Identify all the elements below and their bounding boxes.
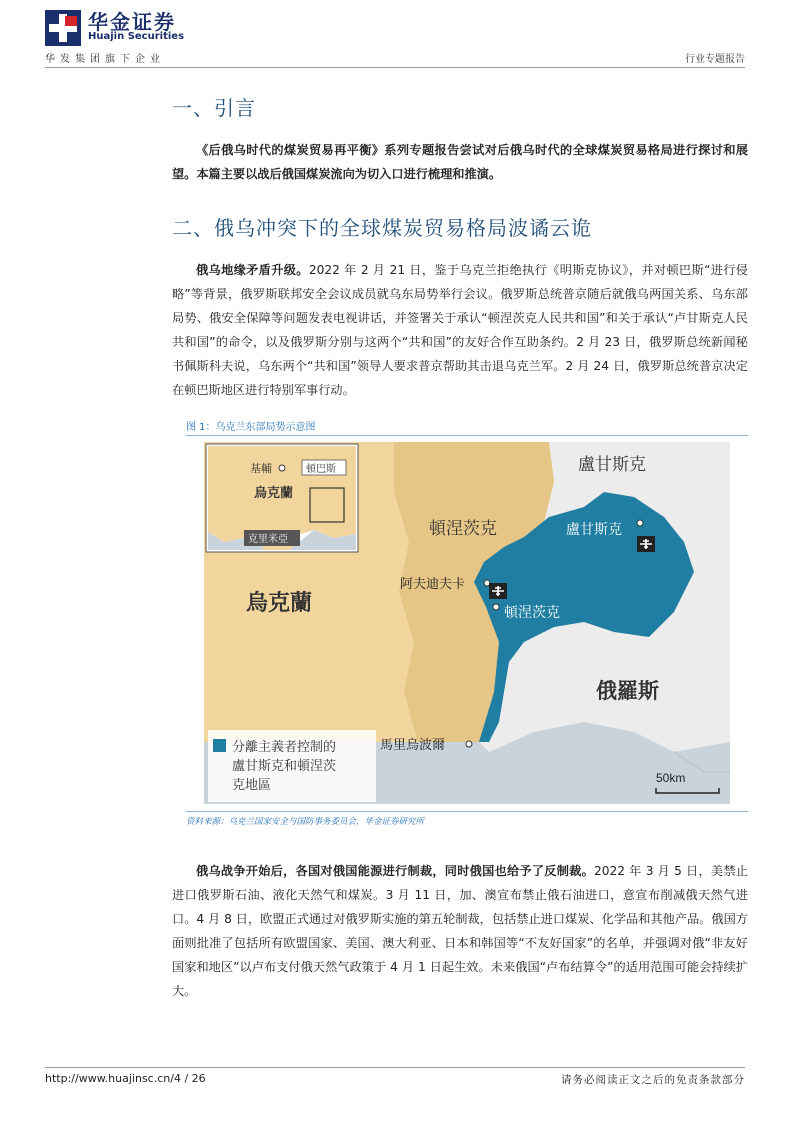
luhansk-airport-icon <box>637 536 655 552</box>
inset-kyiv-label: 基輔 <box>250 463 272 475</box>
legend-line-3: 克地區 <box>232 777 272 792</box>
header-divider <box>45 67 745 68</box>
footer-url[interactable]: http://www.huajinsc.cn/4 / 26 <box>45 1072 206 1085</box>
brand-logo-icon <box>45 10 81 46</box>
footer-divider <box>45 1067 745 1068</box>
luhansk-region-label: 盧甘斯克 <box>578 455 646 474</box>
brand-subtitle: 华发集团旗下企业 <box>45 54 165 65</box>
figure-bottom-rule <box>186 811 748 812</box>
avdiivka-label: 阿夫迪夫卡 <box>400 576 466 591</box>
paragraph-2 <box>172 859 748 1003</box>
section-2-title: 二、俄乌冲突下的全球煤炭贸易格局波谲云诡 <box>172 216 592 240</box>
section-1-title: 一、引言 <box>172 96 256 120</box>
russia-label: 俄羅斯 <box>596 680 659 703</box>
mariupol-marker <box>466 741 472 747</box>
donetsk-city-marker <box>493 604 499 610</box>
donetsk-airport-icon <box>489 583 507 599</box>
legend-line-2: 盧甘斯克和頓涅茨 <box>232 758 337 773</box>
scale-label: 50km <box>656 771 686 785</box>
donetsk-region-label: 頓涅茨克 <box>429 519 497 538</box>
paragraph-1 <box>172 258 748 402</box>
map-legend <box>208 730 376 802</box>
paragraph-2-body: 2022 年 3 月 5 日，美禁止进口俄罗斯石油、液化天然气和煤炭。3 月 11 日，加、澳宣布禁止俄石油进口，意宣布削减俄天然气进口。4 月 8 日，欧盟正式通过对俄罗斯实施的第五轮制裁，包括禁止进口煤炭、化学品和其他产品。俄国方面则批准了包括所有欧盟国家、美国、澳大利亚、日本和韩国等“不友好国家”的名单，并强调对俄“非友好国家和地区”以卢布支付俄天然气政策于 4 月 1 日起生效。未来俄国“卢布结算令”的适用范围可能会持续扩大。 <box>172 864 748 998</box>
legend-swatch <box>213 739 226 752</box>
inset-map <box>206 444 358 552</box>
mariupol-label: 馬里烏波爾 <box>380 737 446 752</box>
inset-donbas-label: 頓巴斯 <box>306 464 336 475</box>
footer-disclaimer: 请务必阅读正文之后的免责条款部分 <box>561 1074 745 1086</box>
inset-ukraine-label: 烏克蘭 <box>254 485 294 500</box>
figure-source: 资料来源：乌克兰国家安全与国防事务委员会，华金证券研究所 <box>186 817 425 827</box>
ukraine-label: 烏克蘭 <box>246 590 313 615</box>
report-type: 行业专题报告 <box>685 54 745 65</box>
inset-crimea-label: 克里米亞 <box>248 534 288 545</box>
brand-name-cn: 华金证券 <box>88 10 176 34</box>
donetsk-city-label: 頓涅茨克 <box>504 604 560 620</box>
legend-line-1: 分離主義者控制的 <box>232 739 337 754</box>
paragraph-1-body: 2022 年 2 月 21 日，鉴于乌克兰拒绝执行《明斯克协议》，并对顿巴斯“进行侵略”等背景，俄罗斯联邦安全会议成员就乌东局势举行会议。俄罗斯总统普京随后就俄乌两国关系、乌东部局势、俄安全保障等问题发表电视讲话，并签署关于承认“顿涅茨克人民共和国”和关于承认“卢甘斯克人民共和国”的命令，以及俄罗斯分别与这两个“共和国”的友好合作互助条约。2 月 23 日，俄罗斯总统新闻秘书佩斯科夫说，乌东两个“共和国”领导人要求普京帮助其击退乌克兰军。2 月 24 日，俄罗斯总统普京决定在顿巴斯地区进行特别军事行动。 <box>172 263 748 397</box>
section-1-body: 《后俄乌时代的煤炭贸易再平衡》系列专题报告尝试对后俄乌时代的全球煤炭贸易格局进行探讨和展望。本篇主要以战后俄国煤炭流向为切入口进行梳理和推演。 <box>172 143 748 181</box>
luhansk-city-label: 盧甘斯克 <box>566 521 622 537</box>
figure-title: 图 1：乌克兰东部局势示意图 <box>186 422 316 433</box>
figure-top-rule <box>186 435 748 436</box>
ukraine-east-map <box>204 442 730 804</box>
luhansk-city-marker <box>637 520 643 526</box>
paragraph-2-lead: 俄乌战争开始后，各国对俄国能源进行制裁，同时俄国也给予了反制裁。 <box>196 864 595 878</box>
brand-name-en: Huajin Securities <box>88 31 185 42</box>
paragraph-1-lead: 俄乌地缘矛盾升级。 <box>196 263 309 277</box>
